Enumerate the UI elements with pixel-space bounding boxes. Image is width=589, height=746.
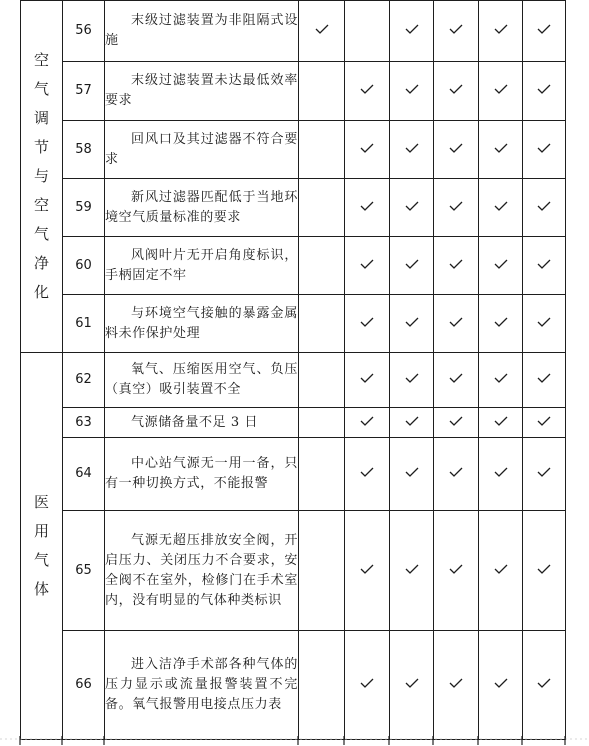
requirements-table (20, 0, 566, 740)
check-cell-6 (523, 295, 566, 353)
check-cell-3 (390, 631, 434, 740)
check-cell-4 (434, 511, 479, 631)
check-cell-2 (345, 121, 390, 179)
item-description: 回风口及其过滤器不符合要求 (105, 121, 299, 179)
check-cell-5 (479, 62, 523, 121)
check-cell-2 (345, 62, 390, 121)
check-cell-3 (390, 295, 434, 353)
check-cell-2 (345, 438, 390, 511)
table-row (21, 121, 566, 179)
check-cell-6 (523, 353, 566, 408)
check-cell-2 (345, 179, 390, 237)
item-number: 60 (63, 237, 105, 295)
check-cell-4 (434, 408, 479, 438)
check-cell-1 (299, 353, 345, 408)
check-icon (494, 84, 508, 94)
table-row (21, 631, 566, 740)
check-cell-4 (434, 631, 479, 740)
check-cell-3 (390, 511, 434, 631)
check-cell-5 (479, 1, 523, 62)
check-icon (537, 467, 551, 477)
check-cell-1 (299, 438, 345, 511)
category-label: 医用气体 (33, 493, 49, 598)
check-cell-2 (345, 511, 390, 631)
check-icon (537, 416, 551, 426)
check-cell-1 (299, 179, 345, 237)
check-icon (449, 467, 463, 477)
check-icon (360, 678, 374, 688)
item-number: 62 (63, 353, 105, 408)
check-cell-6 (523, 408, 566, 438)
check-icon (405, 467, 419, 477)
check-icon (494, 143, 508, 153)
check-cell-3 (390, 353, 434, 408)
check-icon (405, 416, 419, 426)
check-icon (405, 84, 419, 94)
check-icon (449, 201, 463, 211)
check-icon (405, 373, 419, 383)
table-row (21, 511, 566, 631)
item-number: 58 (63, 121, 105, 179)
check-icon (360, 564, 374, 574)
check-icon (360, 317, 374, 327)
check-cell-4 (434, 121, 479, 179)
check-icon (405, 317, 419, 327)
check-cell-6 (523, 121, 566, 179)
check-cell-5 (479, 438, 523, 511)
category-cell-air (21, 1, 63, 353)
item-number: 66 (63, 631, 105, 740)
item-description: 氧气、压缩医用空气、负压（真空）吸引装置不全 (105, 353, 299, 408)
check-icon (494, 317, 508, 327)
check-icon (537, 24, 551, 34)
check-icon (494, 416, 508, 426)
check-cell-4 (434, 62, 479, 121)
check-cell-3 (390, 1, 434, 62)
check-cell-3 (390, 237, 434, 295)
table-row (21, 295, 566, 353)
check-cell-6 (523, 62, 566, 121)
check-cell-6 (523, 511, 566, 631)
check-icon (537, 259, 551, 269)
check-cell-1 (299, 408, 345, 438)
check-cell-4 (434, 438, 479, 511)
check-cell-3 (390, 179, 434, 237)
check-cell-5 (479, 353, 523, 408)
table-row (21, 179, 566, 237)
item-number: 65 (63, 511, 105, 631)
check-icon (360, 467, 374, 477)
check-icon (449, 317, 463, 327)
check-cell-4 (434, 295, 479, 353)
check-icon (494, 373, 508, 383)
item-description: 末级过滤装置未达最低效率要求 (105, 62, 299, 121)
check-icon (449, 143, 463, 153)
item-number: 63 (63, 408, 105, 438)
check-cell-5 (479, 295, 523, 353)
check-icon (537, 373, 551, 383)
check-icon (537, 143, 551, 153)
check-icon (494, 259, 508, 269)
check-cell-2 (345, 408, 390, 438)
check-cell-1 (299, 62, 345, 121)
item-description: 风阀叶片无开启角度标识，手柄固定不牢 (105, 237, 299, 295)
check-icon (360, 259, 374, 269)
check-icon (360, 143, 374, 153)
check-icon (537, 317, 551, 327)
check-icon (449, 416, 463, 426)
check-cell-3 (390, 438, 434, 511)
check-icon (449, 24, 463, 34)
check-icon (537, 84, 551, 94)
check-cell-2 (345, 295, 390, 353)
item-number: 59 (63, 179, 105, 237)
item-number: 57 (63, 62, 105, 121)
check-cell-1 (299, 295, 345, 353)
check-cell-5 (479, 511, 523, 631)
check-cell-5 (479, 179, 523, 237)
check-icon (449, 373, 463, 383)
check-icon (494, 201, 508, 211)
check-icon (405, 24, 419, 34)
check-cell-1 (299, 631, 345, 740)
check-icon (537, 201, 551, 211)
check-icon (405, 259, 419, 269)
check-icon (449, 259, 463, 269)
item-description: 中心站气源无一用一备，只有一种切换方式，不能报警 (105, 438, 299, 511)
check-icon (405, 201, 419, 211)
item-description: 气源无超压排放安全阀，开启压力、关闭压力不合要求，安全阀不在室外，检修门在手术室内，没有明显的气体种类标识 (105, 511, 299, 631)
check-icon (494, 678, 508, 688)
check-icon (360, 373, 374, 383)
check-cell-2 (345, 353, 390, 408)
check-cell-2 (345, 631, 390, 740)
check-cell-1 (299, 121, 345, 179)
check-icon (360, 416, 374, 426)
check-cell-2 (345, 237, 390, 295)
check-icon (537, 564, 551, 574)
check-cell-6 (523, 179, 566, 237)
check-icon (360, 201, 374, 211)
check-cell-2 (345, 1, 390, 62)
category-cell-gas (21, 353, 63, 740)
table-row (21, 62, 566, 121)
check-cell-3 (390, 408, 434, 438)
check-icon (405, 678, 419, 688)
item-number: 64 (63, 438, 105, 511)
table-row (21, 237, 566, 295)
check-icon (449, 84, 463, 94)
item-description: 末级过滤装置为非阻隔式设施 (105, 1, 299, 62)
item-description: 新风过滤器匹配低于当地环境空气质量标准的要求 (105, 179, 299, 237)
check-cell-1 (299, 511, 345, 631)
category-label: 空气调节与空气净化 (33, 51, 49, 301)
item-number: 56 (63, 1, 105, 62)
item-description: 进入洁净手术部各种气体的压力显示或流量报警装置不完备。氧气报警用电接点压力表 (105, 631, 299, 740)
check-cell-1 (299, 1, 345, 62)
check-icon (494, 24, 508, 34)
check-icon (360, 84, 374, 94)
check-cell-3 (390, 62, 434, 121)
check-icon (537, 678, 551, 688)
check-cell-4 (434, 1, 479, 62)
check-cell-6 (523, 631, 566, 740)
check-icon (315, 24, 329, 34)
bottom-tick-marks (0, 736, 589, 746)
table-row (21, 1, 566, 62)
check-cell-5 (479, 408, 523, 438)
check-cell-4 (434, 237, 479, 295)
check-cell-5 (479, 237, 523, 295)
table-row (21, 408, 566, 438)
check-cell-5 (479, 121, 523, 179)
check-cell-1 (299, 237, 345, 295)
check-icon (449, 564, 463, 574)
check-cell-4 (434, 353, 479, 408)
item-number: 61 (63, 295, 105, 353)
item-description: 与环境空气接触的暴露金属料未作保护处理 (105, 295, 299, 353)
table-row (21, 353, 566, 408)
item-description: 气源储备量不足 3 日 (105, 408, 299, 438)
check-cell-3 (390, 121, 434, 179)
check-cell-6 (523, 1, 566, 62)
check-icon (494, 564, 508, 574)
check-icon (405, 143, 419, 153)
check-cell-5 (479, 631, 523, 740)
check-icon (405, 564, 419, 574)
check-icon (449, 678, 463, 688)
check-cell-6 (523, 438, 566, 511)
check-icon (494, 467, 508, 477)
table-row (21, 438, 566, 511)
check-cell-4 (434, 179, 479, 237)
check-cell-6 (523, 237, 566, 295)
